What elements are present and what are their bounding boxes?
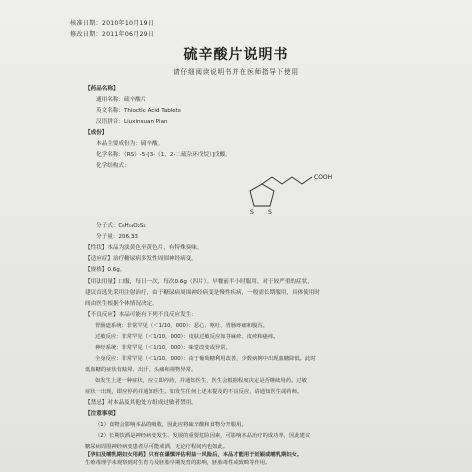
- contraindications-section: 【禁忌】对本品及其他处方组成过敏者禁用。: [85, 400, 197, 406]
- pregnancy-line: 生殖毒理学未观察到对生育力及胚胎早期发育的影响，胚胎毒性或致畸等作用。: [85, 460, 271, 466]
- main-ingredient: 本品主要成份为：硫辛酸。: [96, 141, 164, 147]
- adverse-item: 胃肠道系统：非常罕见（＜1/10，000）：恶心、呕吐、胃肠疼痛和腹泻。: [95, 323, 268, 329]
- chemical-name: 化学名称：（RS）-5-[3-（1，2-二硫杂环戊烷）]戊酸。: [96, 152, 231, 158]
- sulfur-atom-1: S: [250, 209, 254, 216]
- molecular-formula: 分子式：C₈H₁₄O₂S₂: [96, 223, 146, 229]
- dosage-section: 【规格】0.6g。: [85, 267, 126, 273]
- chemical-structure-diagram: [140, 166, 360, 218]
- adverse-item: 低血糖的症状有眩晕、出汗、头痛和视物异常。: [85, 367, 197, 373]
- adverse-heading: 【不良反应】本品可能有下列不良反应发生：: [85, 312, 197, 318]
- indications-section: 【适应症】治疗糖尿病多发性周围神经病变。: [85, 256, 197, 262]
- approval-date: 核准日期：2010年10月19日: [70, 20, 155, 27]
- carboxyl-group: COOH: [314, 174, 333, 181]
- usage-line: 建议首选先采用注射治疗，由于糖尿病周围神经病变是慢性疾病，一般需长期服用，具体使用时: [85, 290, 320, 296]
- generic-name: 通用名称：硫辛酸片: [96, 97, 147, 103]
- dithiolane-ring: [250, 184, 274, 206]
- pinyin-name: 汉语拼音：Liuxinsuan Pian: [96, 119, 168, 125]
- usage-line: 【用法用量】口服，每日一次，每次0.6g（四片）。早餐前半小时服用。对于较严重的症状，: [85, 279, 313, 285]
- document-subtitle: 请仔细阅读说明书并在医师指导下使用: [173, 68, 299, 76]
- adverse-item: 全身反应：非常罕见（＜1/10，000）：由于葡萄糖利用改善，少数病例中出现血糖降低。此时: [95, 356, 316, 362]
- pregnancy-section: 【孕妇及哺乳期妇女用药】只有在谨慎评估利益一风险后，本品才能用于妊娠或哺乳期妇女。: [85, 452, 303, 458]
- adverse-item: 神经系统：非常罕见（＜1/10，000）：味觉改变或异常。: [95, 345, 231, 351]
- precaution-item: （1）食物会影响本品的吸收，因此应将硫辛酸和食物分开服用。: [95, 422, 247, 428]
- properties-section: 【性状】本品为淡黄色至黄色片，有特殊臭味。: [85, 245, 203, 251]
- adverse-note: 如发生上述一种症状，应立即停药，并通知医生，医生会根据程度决定是否继续用药。过敏: [95, 378, 307, 384]
- usage-line: 间由医生根据个体情况决定。: [85, 301, 158, 307]
- adverse-item: 过敏反应：非常罕见（＜1/10，000）：皮肤过敏反应如荨麻疹、皮疹和瘙痒。: [95, 334, 279, 340]
- precautions-heading: 【注意事项】: [85, 411, 119, 417]
- drug-name-heading: 【药品名称】: [85, 86, 119, 92]
- sulfur-atom-2: S: [268, 209, 272, 216]
- pentanoic-chain: [262, 177, 312, 184]
- molecular-weight: 分子量：206.33: [96, 234, 138, 240]
- english-name: 英文名称：Thioctic Acid Tablets: [96, 108, 181, 114]
- precaution-item: 糖尿病周围神经病变患者尽可能戒酒，无论疗程间内也如此。: [85, 444, 229, 450]
- structure-label: 化学结构式：: [96, 163, 130, 169]
- revision-date: 修改日期：2011年06月29日: [70, 31, 155, 38]
- composition-heading: 【成份】: [85, 130, 108, 136]
- precaution-item: （2）长期饮酒是神经病变发生、发展的重要危险因素，可影响本品治疗的成功率，因此建议: [95, 433, 311, 439]
- adverse-note: 症状一出现，即应停药并通知医生。如发生任何上述未提及的不良反应，请通知医生或药师。: [85, 389, 303, 395]
- document-title: 硫辛酸片说明书: [183, 47, 289, 63]
